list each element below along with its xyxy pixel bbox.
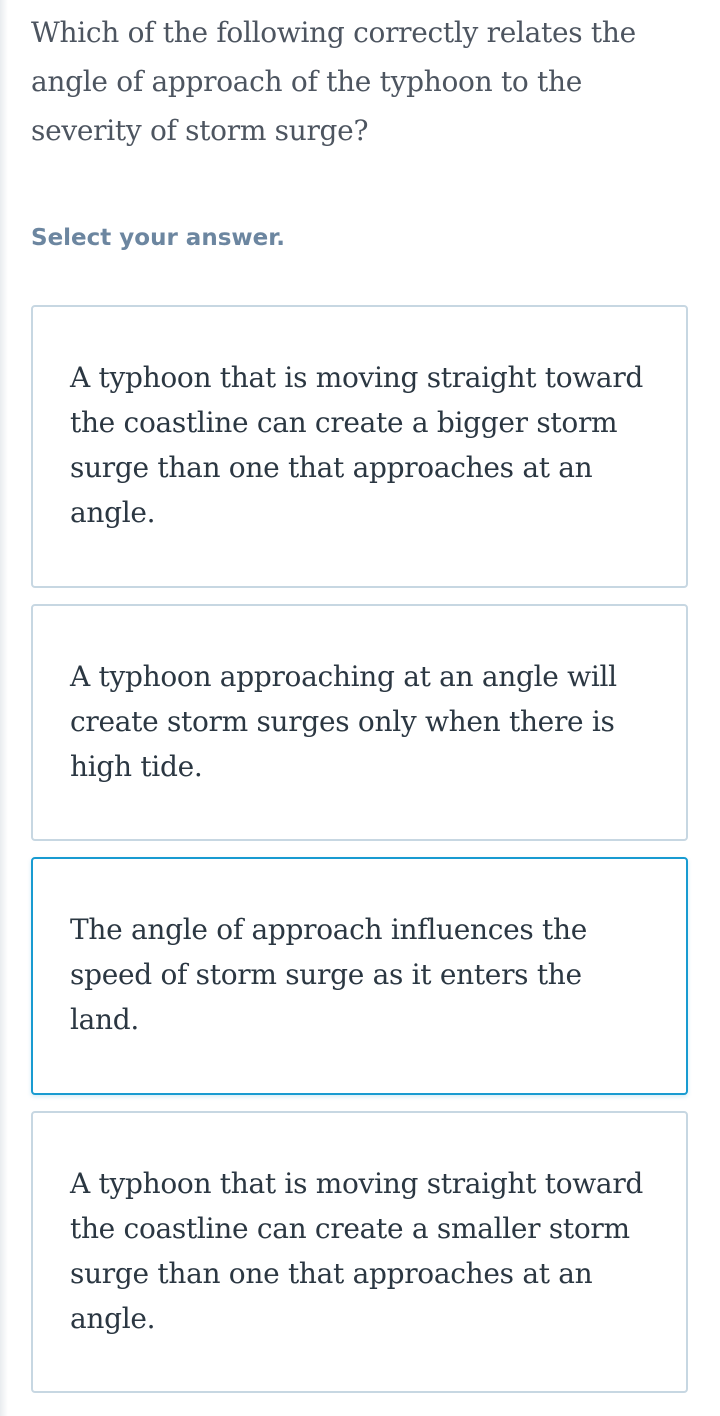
left-edge-shadow — [0, 0, 8, 1416]
answer-option-4[interactable] — [31, 1111, 688, 1393]
answer-option-1-text: A typhoon that is moving straight toward the coastline can create a bigger storm surge than one that approaches at an angle. — [70, 361, 644, 529]
answer-option-3-text: The angle of approach influences the speed of storm surge as it enters the land. — [70, 913, 587, 1036]
answer-option-1[interactable] — [31, 305, 688, 588]
answer-option-4-text: A typhoon that is moving straight toward the coastline can create a smaller storm surge than one that approaches at an angle. — [70, 1167, 644, 1335]
select-answer-instruction: Select your answer. — [31, 225, 286, 251]
answer-option-3[interactable] — [31, 857, 688, 1095]
answer-option-2[interactable] — [31, 604, 688, 841]
answer-option-2-text: A typhoon approaching at an angle will create storm surges only when there is high tide. — [70, 660, 617, 783]
question-text: Which of the following correctly relates the angle of approach of the typhoon to the severity of storm surge? — [31, 16, 636, 147]
